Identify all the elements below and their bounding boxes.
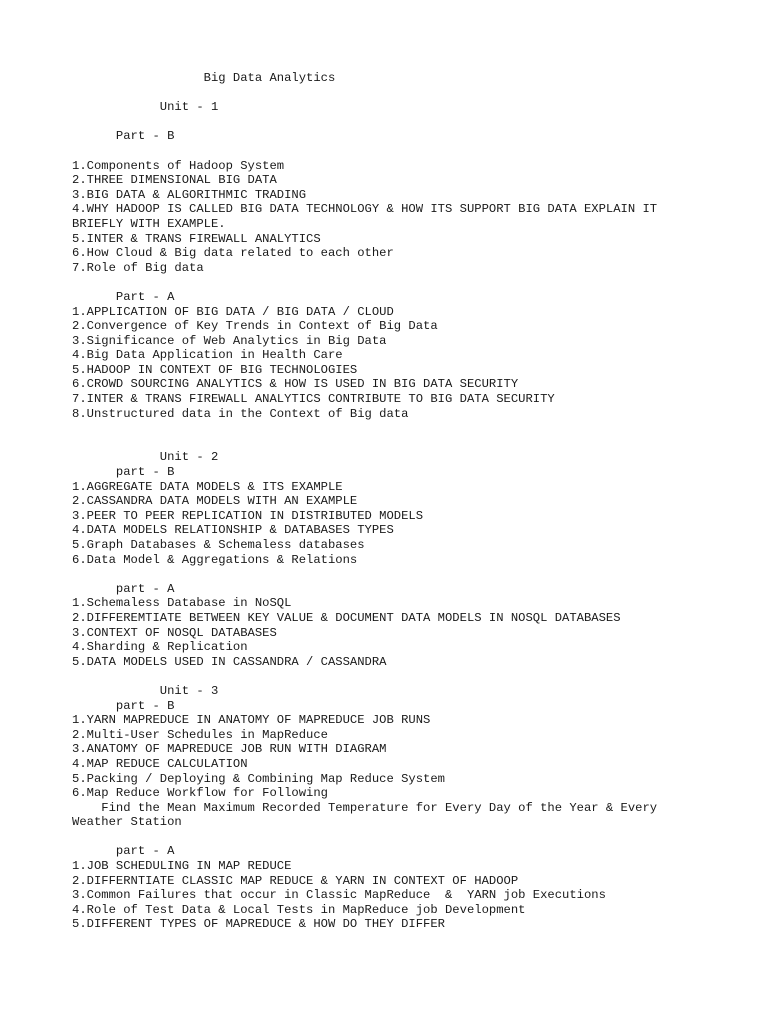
list-item: 6.CROWD SOURCING ANALYTICS & HOW IS USED IN BIG DATA SECURITY	[72, 377, 519, 392]
unit-1-part-b-heading: Part - B	[115, 129, 175, 144]
list-item: 4.WHY HADOOP IS CALLED BIG DATA TECHNOLOGY & HOW ITS SUPPORT BIG DATA EXPLAIN IT	[72, 202, 658, 217]
unit-3-part-b-heading: part - B	[115, 698, 175, 713]
list-item: 3.Significance of Web Analytics in Big Data	[72, 333, 387, 348]
list-item: 4.DATA MODELS RELATIONSHIP & DATABASES TYPES	[72, 523, 394, 538]
list-item: 6.Data Model & Aggregations & Relations	[72, 552, 358, 567]
list-item: 2.Multi-User Schedules in MapReduce	[72, 727, 328, 742]
list-item: 4.Big Data Application in Health Care	[72, 348, 343, 363]
list-item: 2.DIFFERNTIATE CLASSIC MAP REDUCE & YARN IN CONTEXT OF HADOOP	[72, 873, 519, 888]
list-item: 3.ANATOMY OF MAPREDUCE JOB RUN WITH DIAGRAM	[72, 742, 387, 757]
list-item: 3.PEER TO PEER REPLICATION IN DISTRIBUTED MODELS	[72, 508, 424, 523]
document-title: Big Data Analytics	[203, 71, 336, 85]
list-item: 5.INTER & TRANS FIREWALL ANALYTICS	[72, 231, 321, 246]
list-item: 6.Map Reduce Workflow for Following	[72, 786, 328, 801]
list-item: 1.JOB SCHEDULING IN MAP REDUCE	[72, 859, 292, 874]
list-item: 8.Unstructured data in the Context of Big data	[72, 406, 409, 421]
unit-2-part-b-heading: part - B	[115, 465, 175, 480]
list-item: 3.BIG DATA & ALGORITHMIC TRADING	[72, 187, 307, 202]
list-item: 1.Schemaless Database in NoSQL	[72, 596, 292, 611]
list-item: 5.DIFFERENT TYPES OF MAPREDUCE & HOW DO THEY DIFFER	[72, 917, 445, 932]
list-item: 4.MAP REDUCE CALCULATION	[72, 756, 248, 771]
list-item: 3.Common Failures that occur in Classic MapReduce & YARN job Executions	[72, 888, 606, 903]
list-item: 5.Graph Databases & Schemaless databases	[72, 538, 365, 552]
unit-3-part-a-heading: part - A	[115, 844, 175, 859]
list-item: 1.YARN MAPREDUCE IN ANATOMY OF MAPREDUCE JOB RUNS	[72, 713, 431, 728]
unit-1-part-a-heading: Part - A	[115, 289, 175, 304]
list-item: 6.How Cloud & Big data related to each other	[72, 246, 394, 261]
list-item: 4.Sharding & Replication	[72, 640, 248, 655]
list-item: 1.AGGREGATE DATA MODELS & ITS EXAMPLE	[72, 479, 343, 494]
list-item: 2.THREE DIMENSIONAL BIG DATA	[72, 173, 277, 188]
unit-3-heading: Unit - 3	[159, 683, 219, 698]
list-item: 7.INTER & TRANS FIREWALL ANALYTICS CONTRIBUTE TO BIG DATA SECURITY	[72, 392, 555, 407]
unit-2-part-a-heading: part - A	[115, 581, 175, 596]
document-page	[72, 71, 732, 932]
list-item: BRIEFLY WITH EXAMPLE.	[72, 216, 226, 231]
list-item: 5.HADOOP IN CONTEXT OF BIG TECHNOLOGIES	[72, 362, 358, 377]
unit-2-heading: Unit - 2	[159, 450, 219, 465]
list-item: Find the Mean Maximum Recorded Temperature for Every Day of the Year & Every	[72, 800, 658, 815]
list-item: 5.DATA MODELS USED IN CASSANDRA / CASSANDRA	[72, 654, 387, 669]
list-item: 4.Role of Test Data & Local Tests in MapReduce job Development	[72, 902, 526, 917]
list-item: 2.CASSANDRA DATA MODELS WITH AN EXAMPLE	[72, 494, 358, 509]
list-item: 1.Components of Hadoop System	[72, 158, 285, 173]
list-item: 5.Packing / Deploying & Combining Map Reduce System	[72, 771, 445, 786]
list-item: Weather Station	[72, 815, 182, 830]
list-item: 2.DIFFEREMTIATE BETWEEN KEY VALUE & DOCUMENT DATA MODELS IN NOSQL DATABASES	[72, 610, 621, 625]
list-item: 7.Role of Big data	[72, 260, 204, 275]
list-item: 3.CONTEXT OF NOSQL DATABASES	[72, 625, 277, 640]
list-item: 1.APPLICATION OF BIG DATA / BIG DATA / CLOUD	[72, 304, 394, 319]
unit-1-heading: Unit - 1	[159, 100, 219, 115]
list-item: 2.Convergence of Key Trends in Context of Big Data	[72, 319, 438, 334]
